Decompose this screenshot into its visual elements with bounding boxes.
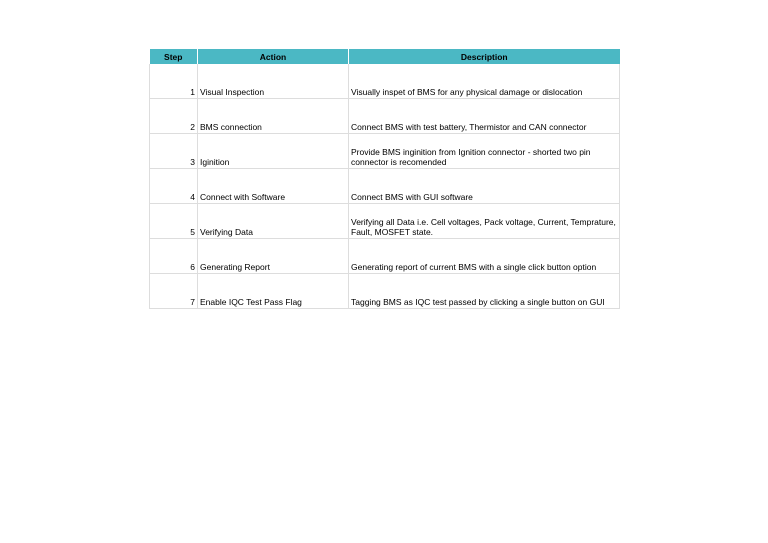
action-cell: Enable IQC Test Pass Flag (198, 274, 349, 309)
step-cell: 5 (150, 204, 198, 239)
header-row (150, 49, 620, 64)
steps-table (149, 49, 620, 309)
action-cell: Visual Inspection (198, 64, 349, 99)
step-cell: 2 (150, 99, 198, 134)
header-description: Description (349, 49, 620, 64)
step-cell: 4 (150, 169, 198, 204)
table-row (150, 64, 620, 99)
header-action: Action (198, 49, 349, 64)
description-cell: Connect BMS with test battery, Thermistor and CAN connector (349, 99, 620, 134)
action-cell: Iginition (198, 134, 349, 169)
description-cell: Provide BMS inginition from Ignition connector - shorted two pin connector is recomended (349, 134, 620, 169)
step-cell: 1 (150, 64, 198, 99)
action-cell: Verifying Data (198, 204, 349, 239)
description-cell: Tagging BMS as IQC test passed by clicking a single button on GUI (349, 274, 620, 309)
table-row (150, 274, 620, 309)
step-cell: 6 (150, 239, 198, 274)
step-cell: 3 (150, 134, 198, 169)
table-row (150, 99, 620, 134)
table-row (150, 204, 620, 239)
step-cell: 7 (150, 274, 198, 309)
table-row (150, 134, 620, 169)
table-row (150, 239, 620, 274)
description-cell: Verifying all Data i.e. Cell voltages, Pack voltage, Current, Temprature, Fault, MOSFET state. (349, 204, 620, 239)
description-cell: Visually inspet of BMS for any physical damage or dislocation (349, 64, 620, 99)
action-cell: BMS connection (198, 99, 349, 134)
description-cell: Connect BMS with GUI software (349, 169, 620, 204)
action-cell: Connect with Software (198, 169, 349, 204)
action-cell: Generating Report (198, 239, 349, 274)
table-row (150, 169, 620, 204)
description-cell: Generating report of current BMS with a single click button option (349, 239, 620, 274)
header-step: Step (150, 49, 198, 64)
